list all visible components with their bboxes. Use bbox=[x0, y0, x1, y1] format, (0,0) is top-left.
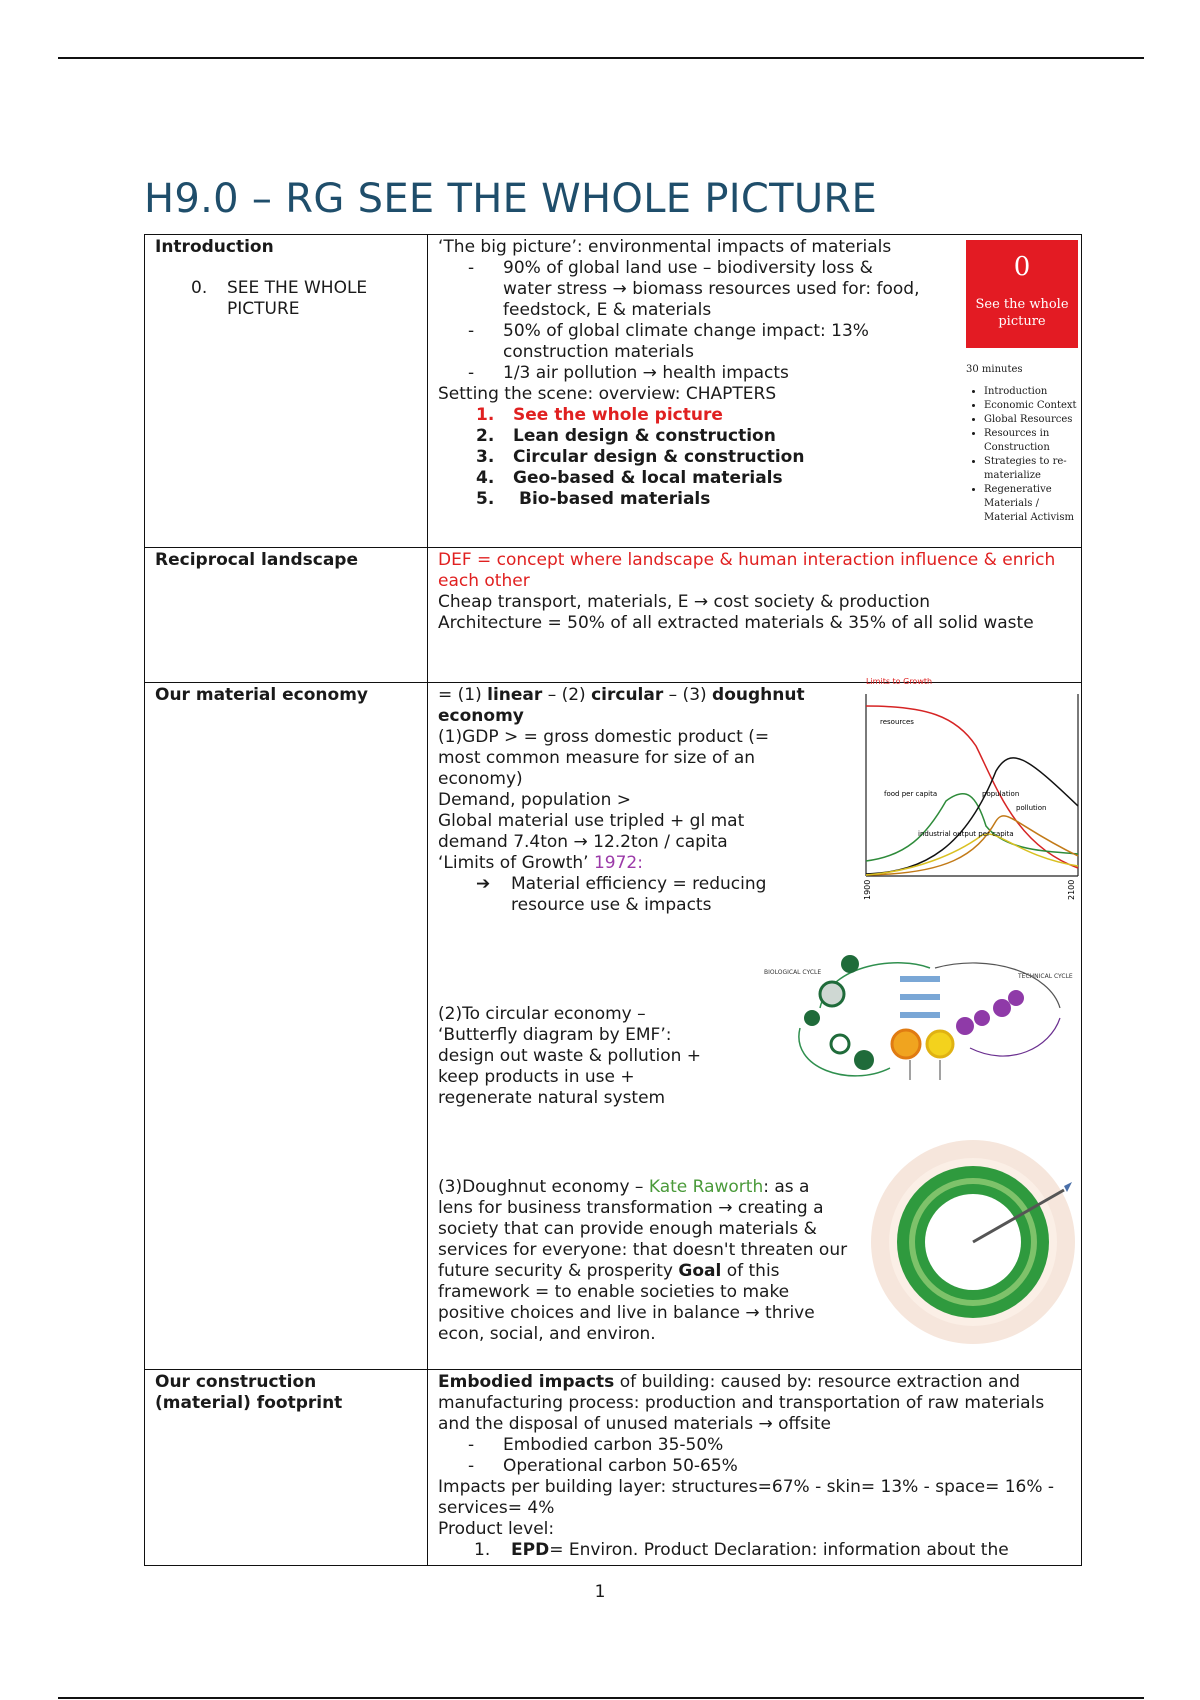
text-span: = Environ. Product Declaration: information about the bbox=[549, 1540, 1009, 1560]
row-label-introduction bbox=[145, 235, 428, 548]
embodied-text bbox=[438, 1372, 1071, 1435]
population-line bbox=[866, 758, 1078, 874]
list-item: • Resources in Construction bbox=[984, 427, 1078, 455]
arrow-icon: ➔ bbox=[476, 874, 491, 894]
butterfly-diagram bbox=[760, 948, 1078, 1108]
body-text: Impacts per building layer: structures=67% - skin= 13% - space= 16% - services= 4% bbox=[438, 1477, 1055, 1518]
doughnut-text bbox=[438, 1177, 848, 1345]
diagram-node bbox=[927, 1031, 953, 1057]
list-item: - Operational carbon 50-65% bbox=[438, 1456, 1071, 1477]
chart-label: food per capita bbox=[884, 790, 938, 798]
diagram-label: BIOLOGICAL CYCLE bbox=[764, 969, 822, 976]
chart-title: Limits to Growth bbox=[866, 677, 933, 686]
chapter-item bbox=[438, 468, 926, 489]
chapter-text: Geo-based & local materials bbox=[513, 468, 783, 488]
card-time: 30 minutes bbox=[966, 364, 1023, 375]
card-title: See the whole picture bbox=[975, 297, 1069, 329]
text-span: (3)Doughnut economy – bbox=[438, 1177, 649, 1197]
chapter-number: 4. bbox=[476, 468, 495, 488]
text-span: 1972 bbox=[593, 853, 638, 873]
diagram-node bbox=[974, 1010, 990, 1026]
diagram-node bbox=[804, 1010, 820, 1026]
chapter-text: Lean design & construction bbox=[513, 426, 776, 446]
text-span: linear bbox=[487, 685, 543, 705]
row-label-footprint bbox=[145, 1370, 428, 1566]
chart-label: population bbox=[982, 790, 1020, 798]
diagram-node bbox=[841, 955, 859, 973]
text-span: circular bbox=[591, 685, 664, 705]
label-text: Introduction bbox=[155, 237, 274, 257]
list-item: - 90% of global land use – biodiversity loss & water stress → biomass resources used for: food, feedstock, E & materials bbox=[438, 258, 926, 321]
table-row bbox=[145, 235, 1082, 548]
text-span: EPD bbox=[511, 1540, 550, 1560]
row-label-reciprocal bbox=[145, 548, 428, 683]
chart-label: pollution bbox=[1016, 804, 1047, 812]
chapter-text: Circular design & construction bbox=[513, 447, 805, 467]
chapter-item bbox=[438, 426, 926, 447]
card-list bbox=[966, 385, 1078, 525]
text-span: Goal bbox=[678, 1261, 722, 1281]
row-label-economy bbox=[145, 683, 428, 1370]
resources-line bbox=[866, 706, 1078, 868]
chapter-item bbox=[438, 447, 926, 468]
footer-rule bbox=[58, 1697, 1144, 1699]
chapter-card-image bbox=[966, 240, 1078, 540]
chart-label: industrial output per capita bbox=[918, 830, 1014, 838]
diagram-box bbox=[900, 976, 940, 982]
limits-to-growth-chart bbox=[863, 676, 1078, 904]
text-span: Material efficiency = reducing resource use & impacts bbox=[511, 874, 767, 915]
subitem-number: 0. bbox=[191, 278, 208, 298]
card-number: 0 bbox=[1013, 252, 1031, 282]
text-span: 1. bbox=[474, 1540, 491, 1560]
diagram-box bbox=[900, 1012, 940, 1018]
chart-label: resources bbox=[880, 718, 914, 726]
chapter-number: 1. bbox=[476, 405, 495, 425]
diagram-box bbox=[900, 994, 940, 1000]
industrial-line bbox=[866, 834, 1078, 875]
limits-line bbox=[438, 853, 838, 874]
text-span: ‘Limits of Growth’ bbox=[438, 853, 594, 873]
label-text: Our construction (material) footprint bbox=[155, 1372, 343, 1413]
intro-subitem bbox=[155, 278, 407, 320]
body-text: Architecture = 50% of all extracted materials & 35% of all solid waste bbox=[438, 613, 1034, 633]
text-span: of building: caused by: resource extraction and manufacturing process: production and transportation of raw materials and the disposal of unused materials → offsite bbox=[438, 1372, 1045, 1434]
row-body-reciprocal bbox=[428, 548, 1082, 683]
diagram-arrowhead bbox=[1064, 1182, 1072, 1192]
text-span: Embodied impacts bbox=[438, 1372, 615, 1392]
body-text: (1)GDP > = gross domestic product (= most common measure for size of an economy) bbox=[438, 727, 770, 789]
list-item: - 50% of global climate change impact: 13% construction materials bbox=[438, 321, 926, 363]
chapters-heading: Setting the scene: overview: CHAPTERS bbox=[438, 384, 777, 404]
row-body-footprint bbox=[428, 1370, 1082, 1566]
diagram-node bbox=[820, 982, 844, 1006]
header-rule bbox=[58, 57, 1144, 59]
diagram-node bbox=[854, 1050, 874, 1070]
table-row bbox=[145, 1370, 1082, 1566]
list-item: - Embodied carbon 35-50% bbox=[438, 1435, 1071, 1456]
doughnut-economy-diagram bbox=[868, 1130, 1078, 1350]
list-item: - 1/3 air pollution → health impacts bbox=[438, 363, 926, 384]
chart-tick-label: 2100 bbox=[1067, 879, 1076, 900]
list-item: • Introduction bbox=[984, 385, 1078, 399]
list-item: • Global Resources bbox=[984, 413, 1078, 427]
page-number: 1 bbox=[594, 1582, 606, 1602]
chapter-text: See the whole picture bbox=[513, 405, 723, 425]
body-text: Global material use tripled + gl mat demand 7.4ton → 12.2ton / capita bbox=[438, 811, 745, 852]
chapter-item bbox=[438, 489, 926, 510]
list-item: • Regenerative Materials / Material Activism bbox=[984, 483, 1078, 525]
diagram-node bbox=[892, 1030, 920, 1058]
text-span: – (3) bbox=[663, 685, 713, 705]
chapter-number: 3. bbox=[476, 447, 495, 467]
body-text: Demand, population > bbox=[438, 790, 632, 810]
arrow-list-item bbox=[438, 874, 801, 916]
table-row bbox=[145, 548, 1082, 683]
body-text: Product level: bbox=[438, 1519, 555, 1539]
diagram-label: TECHNICAL CYCLE bbox=[1018, 973, 1073, 980]
document-title: H9.0 – RG SEE THE WHOLE PICTURE bbox=[144, 176, 878, 222]
diagram-node bbox=[831, 1035, 849, 1053]
list-item: • Strategies to re-materialize bbox=[984, 455, 1078, 483]
text-span: doughnut economy bbox=[438, 685, 805, 726]
diagram-node bbox=[993, 999, 1011, 1017]
subitem-text: SEE THE WHOLE PICTURE bbox=[227, 278, 368, 319]
diagram-node bbox=[956, 1017, 974, 1035]
definition-text: DEF = concept where landscape & human interaction influence & enrich each other bbox=[438, 550, 1056, 591]
chapter-item bbox=[438, 405, 926, 426]
chart-tick-label: 1900 bbox=[863, 879, 872, 900]
text-span: : as a lens for business transformation → creating a society that can provide enough materials & services for everyone: that doesn't threaten our future security & prosperity bbox=[438, 1177, 848, 1281]
label-text: Reciprocal landscape bbox=[155, 550, 358, 570]
text-span: Kate Raworth bbox=[648, 1177, 764, 1197]
body-text: Cheap transport, materials, E → cost society & production bbox=[438, 592, 931, 612]
text-span: : bbox=[637, 853, 643, 873]
pollution-line bbox=[866, 816, 1078, 875]
intro-lead: ‘The big picture’: environmental impacts of materials bbox=[438, 237, 892, 257]
text-span: = (1) bbox=[438, 685, 488, 705]
chapter-text: Bio-based materials bbox=[519, 489, 711, 509]
list-item: • Economic Context bbox=[984, 399, 1078, 413]
chapter-number: 5. bbox=[476, 489, 495, 509]
economy-intro bbox=[438, 685, 838, 727]
circular-text: (2)To circular economy – ‘Butterfly diagram by EMF’: design out waste & pollution + keep products in use + regenerate natural system bbox=[438, 1004, 702, 1108]
text-span: of this framework = to enable societies to make positive choices and live in balance → thrive econ, social, and environ. bbox=[438, 1261, 815, 1344]
label-text: Our material economy bbox=[155, 685, 368, 705]
diagram-node bbox=[1008, 990, 1024, 1006]
chapter-number: 2. bbox=[476, 426, 495, 446]
chapter-card-header bbox=[966, 240, 1078, 348]
economy-linear-block bbox=[438, 685, 838, 916]
text-span: – (2) bbox=[542, 685, 592, 705]
list-item bbox=[438, 1540, 1071, 1561]
